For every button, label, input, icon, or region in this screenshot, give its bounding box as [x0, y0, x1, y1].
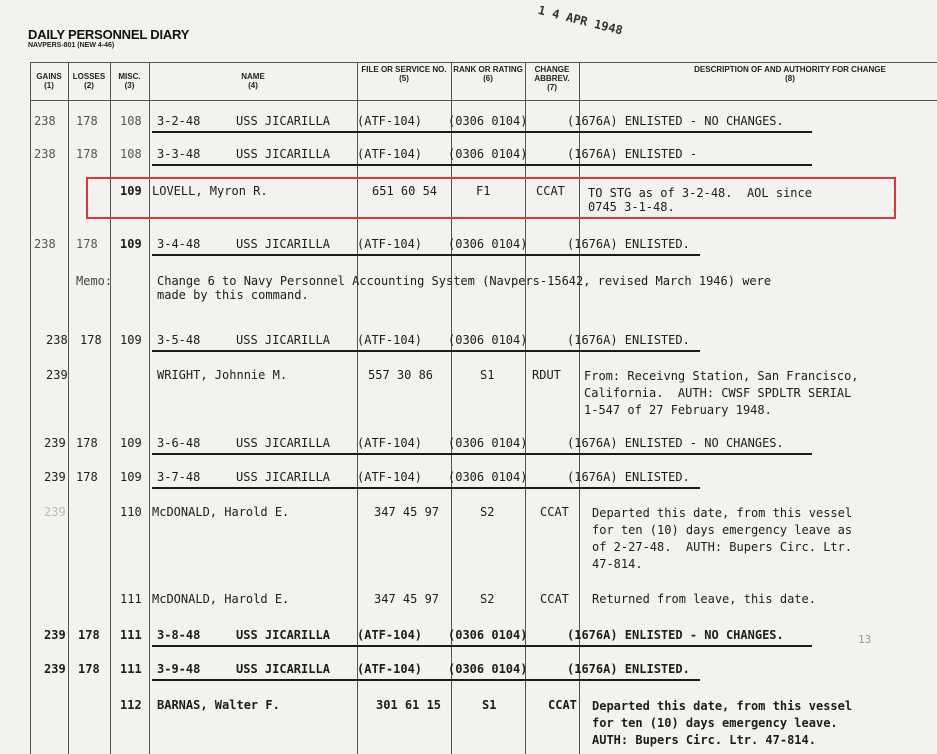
losses-cell: 178 [76, 114, 98, 128]
desc-cell: TO STG as of 3-2-48. AOL since 0745 3-1-48. [588, 186, 812, 214]
underline [152, 487, 700, 489]
col-description: DESCRIPTION OF AND AUTHORITY FOR CHANGE (8) [694, 65, 886, 83]
change-cell: CCAT [548, 698, 577, 712]
change-cell: CCAT [536, 184, 565, 198]
rank-cell: S2 [480, 505, 495, 519]
highlight-box [86, 177, 896, 219]
desc-cell: Departed this date, from this vessel for ten (10) days emergency leave as of 2-27-48. AUTH: Bupers Circ. Ltr. 47-814. [592, 506, 853, 571]
gains-cell: 239 [46, 368, 68, 382]
misc-cell: 109 [120, 470, 142, 484]
ship-cell: USS JICARILLA [236, 436, 330, 450]
change-cell: CCAT [540, 505, 569, 519]
gains-cell: 238 [34, 114, 56, 128]
hull-cell: (ATF-104) [357, 114, 423, 128]
name-cell: WRIGHT, Johnnie M. [157, 368, 288, 382]
rank-cell: S2 [480, 592, 495, 606]
col-file: FILE OR SERVICE NO. (5) [361, 65, 447, 83]
code-cell: (0306 0104) [448, 333, 528, 347]
desc-cell: Departed this date, from this vessel for ten (10) days emergency leave. AUTH: Bupers Circ. Ltr. 47-814. [592, 699, 853, 747]
desc-cell: Returned from leave, this date. [592, 592, 816, 606]
date-stamp: 1 4 APR 1948 [536, 3, 625, 38]
hull-cell: (ATF-104) [357, 662, 423, 676]
code-cell: (0306 0104) [448, 114, 528, 128]
file-cell: 651 60 54 [372, 184, 438, 198]
hull-cell: (ATF-104) [357, 147, 423, 161]
underline [152, 164, 812, 166]
misc-cell: 109 [120, 184, 142, 198]
code-cell: (0306 0104) [448, 147, 528, 161]
ship-cell: USS JICARILLA [236, 662, 330, 676]
losses-cell: 178 [78, 662, 100, 676]
losses-cell: 178 [76, 470, 98, 484]
hull-cell: (ATF-104) [357, 436, 423, 450]
header-subtitle: NAVPERS-801 (NEW 4-46) [28, 42, 115, 49]
ship-cell: USS JICARILLA [236, 114, 330, 128]
losses-cell: 178 [80, 333, 102, 347]
name-cell: LOVELL, Myron R. [152, 184, 268, 198]
hull-cell: (ATF-104) [357, 333, 423, 347]
gains-cell: 239 [44, 436, 66, 450]
gains-cell: 239 [44, 505, 66, 519]
file-cell: 301 61 15 [376, 698, 442, 712]
desc-cell: (1676A) ENLISTED. [567, 237, 690, 251]
underline [152, 350, 700, 352]
col-rank: RANK OR RATING (6) [453, 65, 523, 83]
memo-text: Change 6 to Navy Personnel Accounting System (Navpers-15642, revised March 1946) were made by this command. [157, 274, 772, 302]
gains-cell: 239 [44, 628, 66, 642]
misc-cell: 108 [120, 114, 142, 128]
misc-cell: 112 [120, 698, 142, 712]
misc-cell: 111 [120, 592, 142, 606]
ship-cell: USS JICARILLA [236, 470, 330, 484]
hull-cell: (ATF-104) [357, 628, 423, 642]
misc-cell: 109 [120, 333, 142, 347]
col-gains: GAINS (1) [36, 72, 62, 90]
misc-cell: 108 [120, 147, 142, 161]
date-cell: 3-9-48 [157, 662, 201, 676]
name-cell: BARNAS, Walter F. [157, 698, 280, 712]
header-title: DAILY PERSONNEL DIARY [28, 27, 190, 42]
col-change: CHANGE ABBREV. (7) [534, 65, 570, 92]
margin-mark: 13 [858, 633, 872, 646]
gains-cell: 238 [46, 333, 68, 347]
rank-cell: S1 [482, 698, 497, 712]
underline [152, 679, 700, 681]
misc-cell: 110 [120, 505, 142, 519]
code-cell: (0306 0104) [448, 470, 528, 484]
misc-cell: 109 [120, 436, 142, 450]
code-cell: (0306 0104) [448, 237, 528, 251]
code-cell: (0306 0104) [448, 662, 528, 676]
desc-cell: (1676A) ENLISTED - NO CHANGES. [567, 628, 784, 642]
hull-cell: (ATF-104) [357, 237, 423, 251]
losses-cell: 178 [76, 436, 98, 450]
ship-cell: USS JICARILLA [236, 333, 330, 347]
hull-cell: (ATF-104) [357, 470, 423, 484]
gains-cell: 239 [44, 662, 66, 676]
name-cell: McDONALD, Harold E. [152, 505, 290, 519]
date-cell: 3-7-48 [157, 470, 201, 484]
ship-cell: USS JICARILLA [236, 147, 330, 161]
misc-cell: 111 [120, 662, 142, 676]
col-name: NAME (4) [241, 72, 265, 90]
file-cell: 347 45 97 [374, 505, 440, 519]
date-cell: 3-5-48 [157, 333, 201, 347]
change-cell: RDUT [532, 368, 561, 382]
date-cell: 3-6-48 [157, 436, 201, 450]
desc-cell: (1676A) ENLISTED - [567, 147, 698, 161]
underline [152, 131, 812, 133]
file-cell: 557 30 86 [368, 368, 434, 382]
misc-cell: 109 [120, 237, 142, 251]
underline [152, 254, 700, 256]
rank-cell: F1 [476, 184, 491, 198]
gains-cell: 238 [34, 147, 56, 161]
date-cell: 3-4-48 [157, 237, 201, 251]
desc-cell: (1676A) ENLISTED - NO CHANGES. [567, 436, 784, 450]
gains-cell: 239 [44, 470, 66, 484]
desc-cell: (1676A) ENLISTED - NO CHANGES. [567, 114, 784, 128]
losses-cell: 178 [76, 237, 98, 251]
ship-cell: USS JICARILLA [236, 628, 330, 642]
gains-cell: 238 [34, 237, 56, 251]
ship-cell: USS JICARILLA [236, 237, 330, 251]
misc-cell: 111 [120, 628, 142, 642]
name-cell: McDONALD, Harold E. [152, 592, 290, 606]
rank-cell: S1 [480, 368, 495, 382]
file-cell: 347 45 97 [374, 592, 440, 606]
losses-cell: 178 [78, 628, 100, 642]
date-cell: 3-8-48 [157, 628, 201, 642]
date-cell: 3-2-48 [157, 114, 201, 128]
underline [152, 453, 812, 455]
underline [152, 645, 812, 647]
code-cell: (0306 0104) [448, 436, 528, 450]
desc-cell: (1676A) ENLISTED. [567, 470, 690, 484]
change-cell: CCAT [540, 592, 569, 606]
desc-cell: From: Receivng Station, San Francisco, California. AUTH: CWSF SPDLTR SERIAL 1-547 of 27 February 1948. [584, 369, 859, 417]
col-misc: MISC. (3) [118, 72, 141, 90]
col-losses: LOSSES (2) [72, 72, 106, 90]
date-cell: 3-3-48 [157, 147, 201, 161]
desc-cell: (1676A) ENLISTED. [567, 333, 690, 347]
code-cell: (0306 0104) [448, 628, 528, 642]
desc-cell: (1676A) ENLISTED. [567, 662, 690, 676]
losses-cell: 178 [76, 147, 98, 161]
memo-label: Memo: [76, 274, 113, 288]
